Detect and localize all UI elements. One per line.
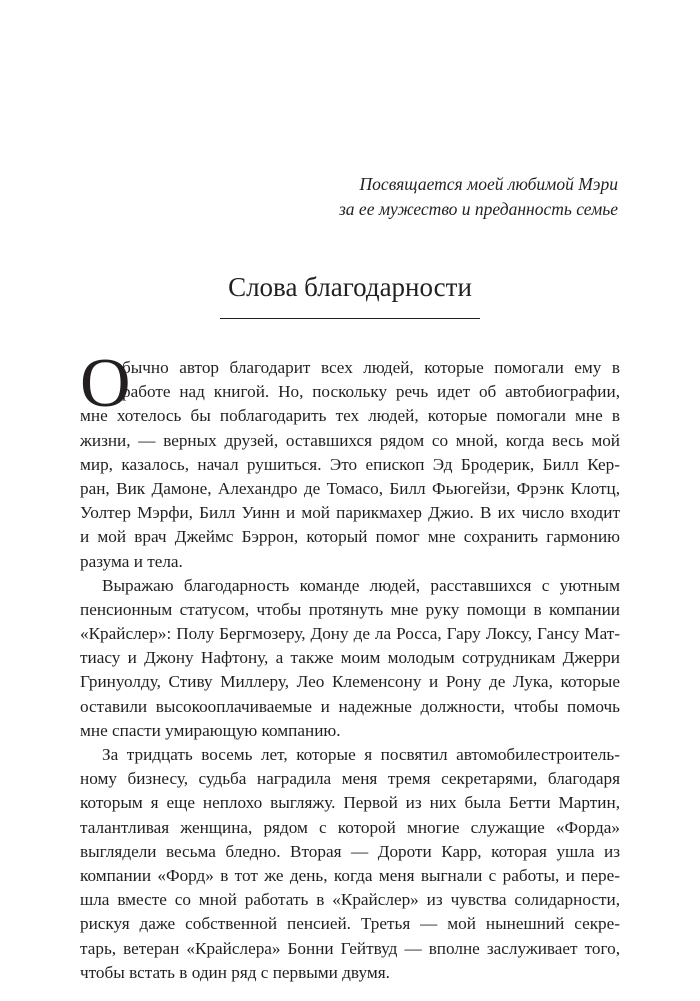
text-line: талантливая женщина, рядом с которой многие служащие «Форда»	[80, 817, 620, 837]
text-line: выглядели весьма бледно. Вторая — Дороти Карр, которая ушла из	[80, 841, 620, 861]
text-line: и мой врач Джеймс Бэррон, который помог мне сохранить гармонию	[80, 527, 620, 547]
text-line: Выражаю благодарность команде людей, расставшихся с уютным	[102, 575, 620, 595]
dedication-line-2: за ее мужество и преданность семье	[338, 199, 618, 219]
text-line: работе над книгой. Но, поскольку речь идет об автобиографии,	[122, 382, 620, 402]
page-title: Слова благодарности	[228, 272, 472, 302]
text-line: тиасу и Джону Нафтону, а также моим молодым сотрудникам Джерри	[80, 648, 620, 668]
text-line: мне спасти умирающую компанию.	[80, 720, 341, 740]
text-line: мне хотелось бы поблагодарить тех людей, которые помогали мне в	[80, 406, 620, 426]
dedication-line-1: Посвящается моей любимой Мэри	[359, 174, 618, 194]
text-line: оставили высокооплачиваемые и надежные должности, чтобы помочь	[80, 696, 620, 716]
text-line: Гринуолду, Стиву Миллеру, Лео Клеменсону и Рону де Лука, которые	[80, 672, 620, 692]
text-line: разума и тела.	[80, 551, 183, 571]
body-text	[80, 345, 620, 985]
text-line: бычно автор благодарит всех людей, которые помогали ему в	[122, 358, 620, 377]
text-line: тарь, ветеран «Крайслера» Бонни Гейтвуд — вполне заслуживает того,	[80, 938, 620, 958]
text-line: шла вместе со мной работать в «Крайслер» из чувства солидарности,	[80, 890, 620, 910]
text-line: «Крайслер»: Полу Бергмозеру, Дону де ла Росса, Гару Локсу, Гансу Мат-	[80, 624, 620, 644]
text-line: ному бизнесу, судьба наградила меня тремя секретарями, благодаря	[80, 769, 620, 789]
text-line: ран, Вик Дамоне, Алехандро де Томасо, Билл Фьюгейзи, Фрэнк Клотц,	[80, 478, 620, 498]
title-underline-divider	[220, 318, 480, 319]
dedication	[339, 172, 618, 222]
text-line: жизни, — верных друзей, оставшихся рядом со мной, когда весь мой	[80, 430, 620, 450]
paragraph-2	[80, 574, 620, 743]
text-line: За тридцать восемь лет, которые я посвятил автомобилестроитель-	[102, 745, 620, 764]
text-line: пенсионным статусом, чтобы протянуть мне руку помощи в компании	[80, 599, 620, 619]
text-line: мир, казалось, начал рушиться. Это епископ Эд Бродерик, Билл Кер-	[80, 454, 620, 474]
paragraph-3	[80, 743, 620, 985]
drop-cap: О	[80, 345, 131, 422]
text-line: чтобы встать в один ряд с первыми двумя.	[80, 962, 390, 982]
text-line: компании «Форд» в тот же день, когда меня выгнали с работы, и пере-	[80, 865, 620, 885]
text-line: рискуя даже собственной пенсией. Третья — мой нынешний секре-	[80, 914, 620, 934]
text-line: которым я еще неплохо выгляжу. Первой из них была Бетти Мартин,	[80, 793, 620, 813]
paragraph-1	[80, 345, 620, 574]
text-line: Уолтер Мэрфи, Билл Уинн и мой парикмахер Джио. В их число входит	[80, 503, 620, 523]
